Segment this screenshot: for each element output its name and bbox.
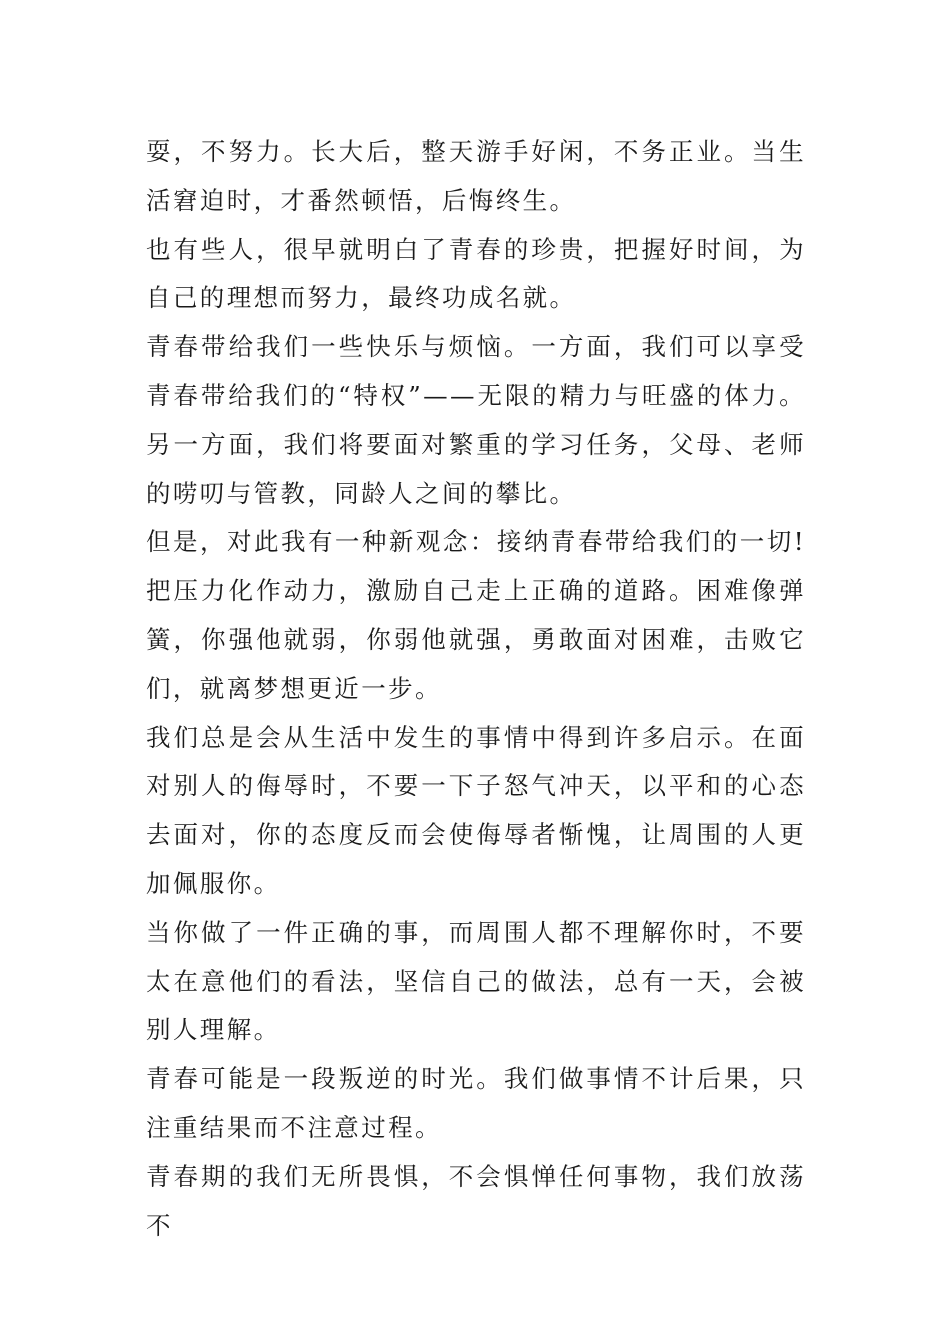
paragraph: 当你做了一件正确的事，而周围人都不理解你时，不要太在意他们的看法，坚信自己的做法，总有一天，会被别人理解。 [146,917,806,1045]
paragraph: 也有些人，很早就明白了青春的珍贵，把握好时间，为自己的理想而努力，最终功成名就。 [146,234,806,313]
paragraph: 青春期的我们无所畏惧，不会惧惮任何事物，我们放荡不 [146,1161,806,1240]
paragraph: 青春可能是一段叛逆的时光。我们做事情不计后果，只注重结果而不注意过程。 [146,1064,806,1142]
paragraph: 我们总是会从生活中发生的事情中得到许多启示。在面对别人的侮辱时，不要一下子怒气冲天，以平和的心态去面对，你的态度反而会使侮辱者惭愧，让周围的人更加佩服你。 [146,722,806,898]
paragraph: 但是，对此我有一种新观念：接纳青春带给我们的一切!把压力化作动力，激励自己走上正确的道路。困难像弹簧，你强他就弱，你弱他就强，勇敢面对困难，击败它们，就离梦想更近一步。 [146,527,806,703]
paragraph: 青春带给我们一些快乐与烦恼。一方面，我们可以享受青春带给我们的“特权”——无限的精力与旺盛的体力。另一方面，我们将要面对繁重的学习任务，父母、老师的唠叨与管教，同龄人之间的攀比。 [146,332,806,508]
document-page [146,128,806,1250]
paragraph: 耍，不努力。长大后，整天游手好闲，不务正业。当生活窘迫时，才番然顿悟，后悔终生。 [146,137,806,215]
